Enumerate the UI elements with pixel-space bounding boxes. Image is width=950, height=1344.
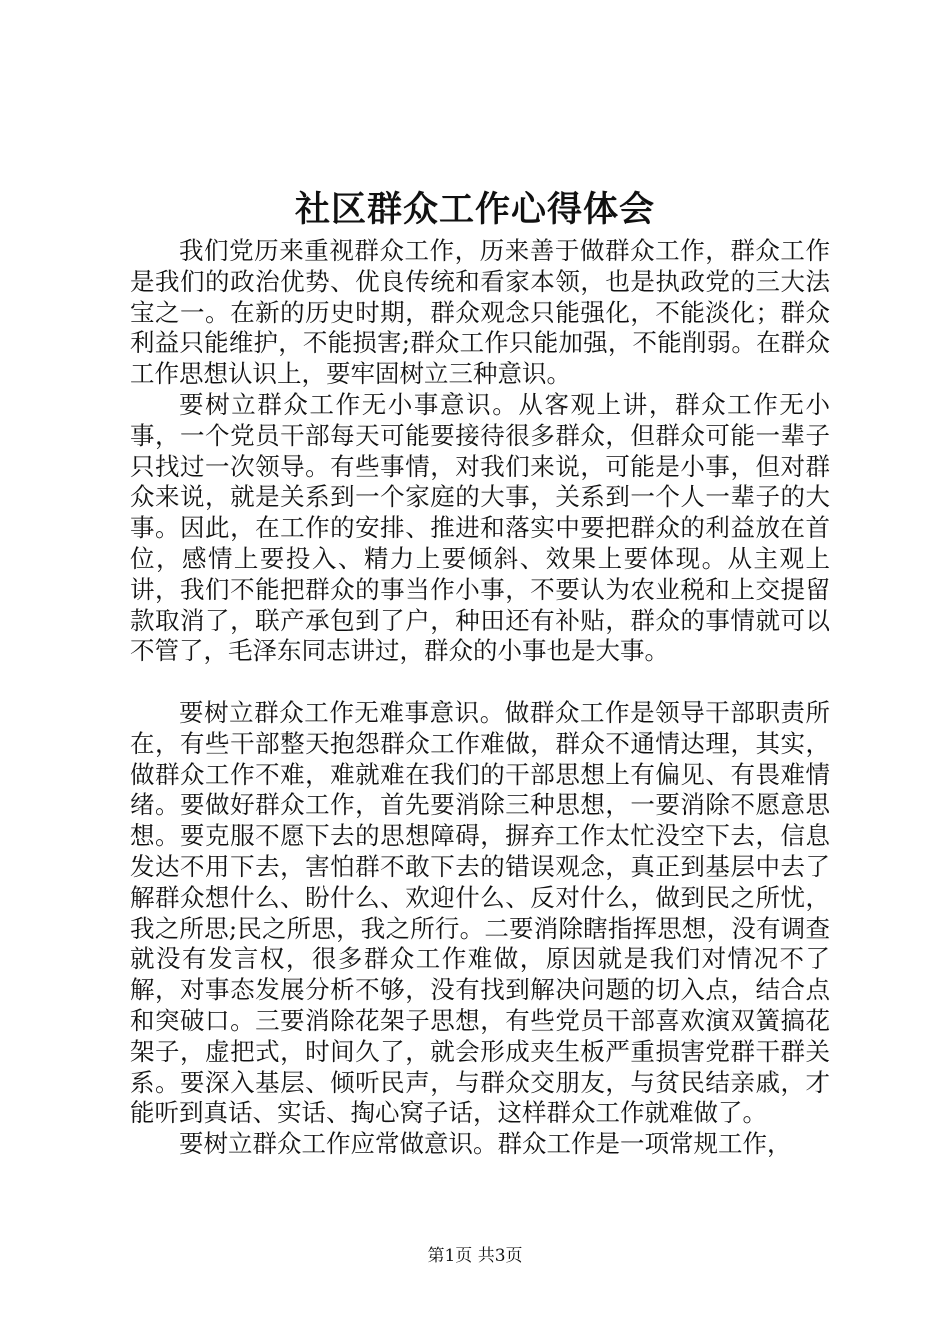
paragraph-regular-work: 要树立群众工作应常做意识。群众工作是一项常规工作， — [179, 1129, 792, 1159]
paragraph-no-small-matters: 要树立群众工作无小事意识。从客观上讲，群众工作无小事，一个党员干部每天可能要接待很多群众，但群众可能一辈子只找过一次领导。有些事情，对我们来说，可能是小事，但对群众来说，就是关系到一个家庭的大事，关系到一个人一辈子的大事。因此，在工作的安排、推进和落实中要把群众的利益放在首位，感情上要投入、精力上要倾斜、效果上要体现。从主观上讲，我们不能把群众的事当作小事，不要认为农业税和上交提留款取消了，联产承包到了户，种田还有补贴，群众的事情就可以不管了，毛泽东同志讲过，群众的小事也是大事。 — [130, 389, 830, 666]
paragraph-no-hard-matters: 要树立群众工作无难事意识。做群众工作是领导干部职责所在，有些干部整天抱怨群众工作难做，群众不通情达理，其实，做群众工作不难，难就难在我们的干部思想上有偏见、有畏难情绪。要做好群众工作，首先要消除三种思想，一要消除不愿意思想。要克服不愿下去的思想障碍，摒弃工作太忙没空下去，信息发达不用下去，害怕群不敢下去的错误观念，真正到基层中去了解群众想什么、盼什么、欢迎什么、反对什么，做到民之所忧，我之所思;民之所思，我之所行。二要消除瞎指挥思想，没有调查就没有发言权，很多群众工作难做，原因就是我们对情况不了解，对事态发展分析不够，没有找到解决问题的切入点，结合点和突破口。三要消除花架子思想，有些党员干部喜欢演双簧搞花架子，虚把式，时间久了，就会形成夹生板严重损害党群干群关系。要深入基层、倾听民声，与群众交朋友，与贫民结亲戚，才能听到真话、实话、掏心窝子话，这样群众工作就难做了。 — [130, 697, 830, 1128]
document-body — [130, 236, 830, 1160]
page-footer: 第1页 共3页 — [427, 1246, 523, 1266]
document-title: 社区群众工作心得体会 — [294, 189, 655, 230]
paragraph-intro: 我们党历来重视群众工作，历来善于做群众工作，群众工作是我们的政治优势、优良传统和看家本领，也是执政党的三大法宝之一。在新的历史时期，群众观念只能强化，不能淡化；群众利益只能维护，不能损害;群众工作只能加强，不能削弱。在群众工作思想认识上，要牢固树立三种意识。 — [130, 236, 830, 389]
